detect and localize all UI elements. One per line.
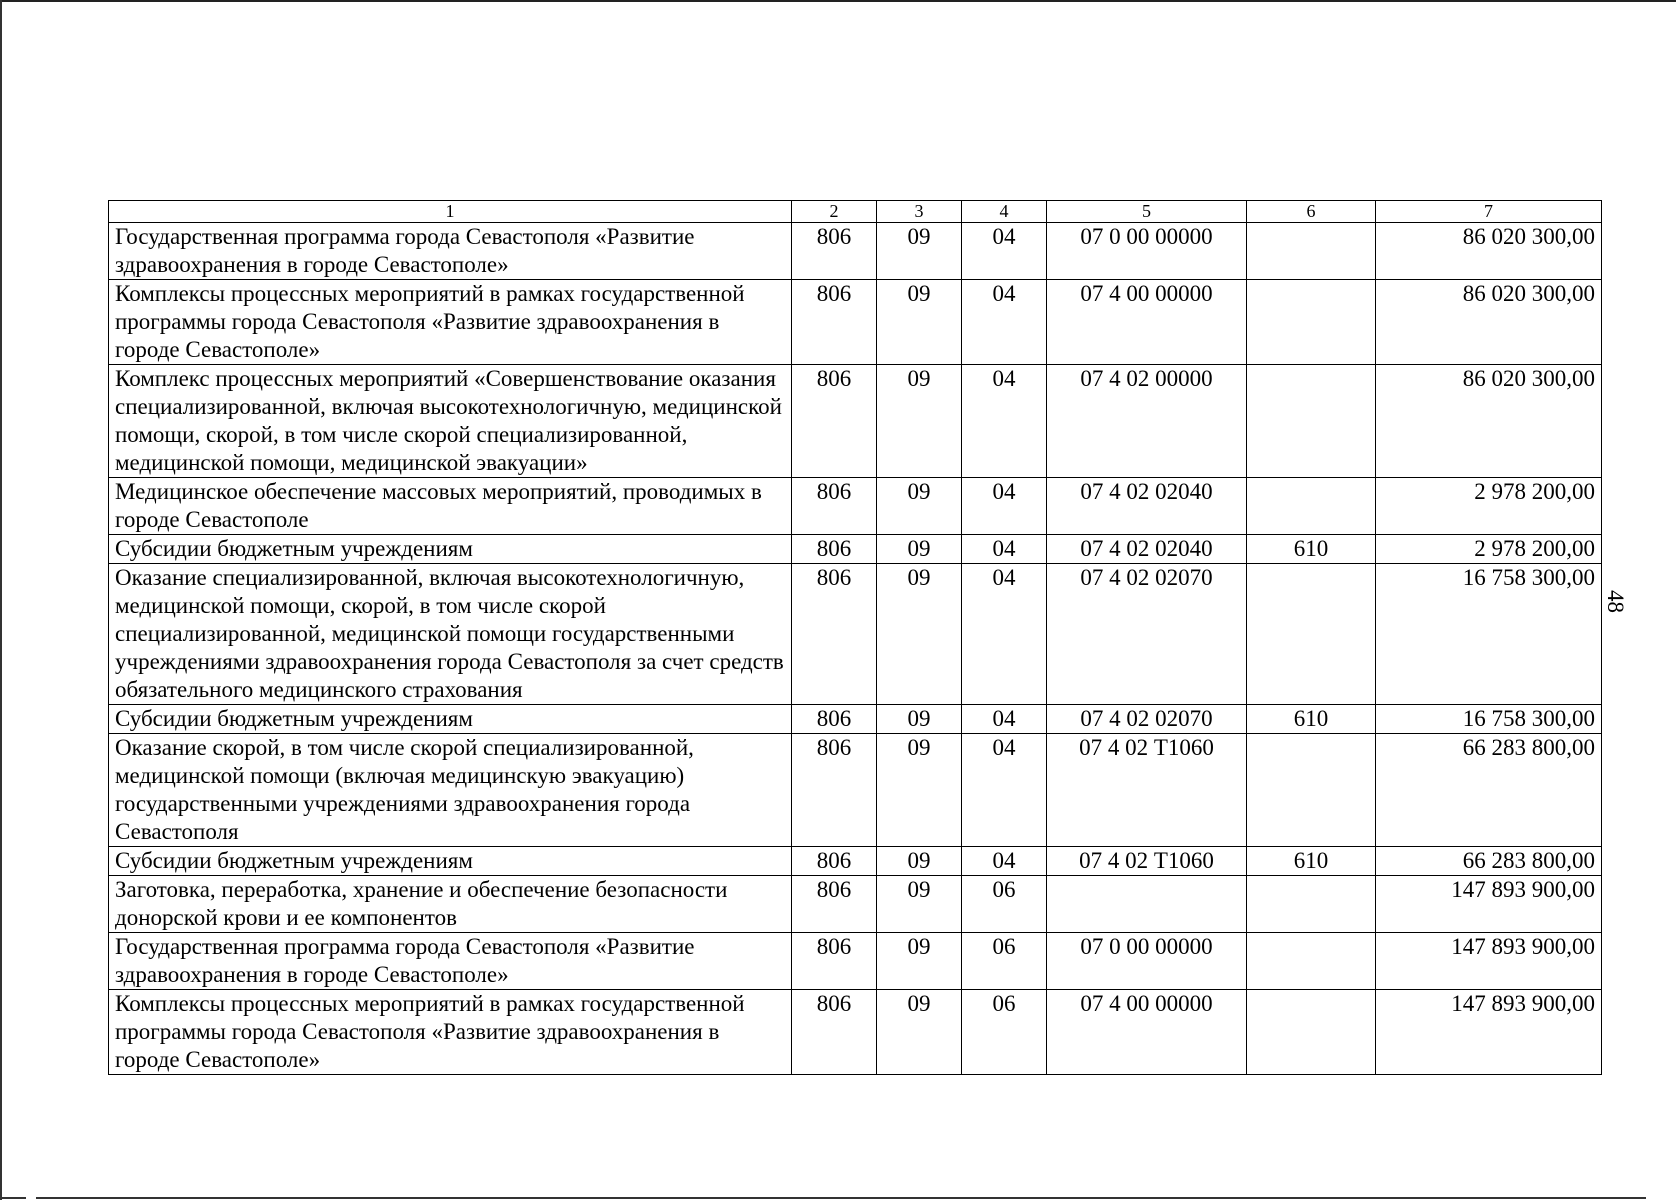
table-row: [109, 847, 1602, 876]
row-col-2: 806: [792, 365, 877, 478]
table-row: [109, 990, 1602, 1075]
row-col-5: 07 4 00 00000: [1047, 280, 1247, 365]
row-col-3: 09: [877, 734, 962, 847]
row-col-5: 07 4 02 02040: [1047, 478, 1247, 535]
row-col-3: 09: [877, 478, 962, 535]
row-col-3: 09: [877, 365, 962, 478]
row-col-4: 06: [962, 990, 1047, 1075]
row-col-2: 806: [792, 705, 877, 734]
row-col-3: 09: [877, 933, 962, 990]
row-col-4: 06: [962, 876, 1047, 933]
table-row: [109, 876, 1602, 933]
row-col-5: 07 4 02 Т1060: [1047, 734, 1247, 847]
row-amount: 147 893 900,00: [1376, 933, 1602, 990]
scan-border-left: [0, 0, 2, 1200]
row-name: Государственная программа города Севастополя «Развитие здравоохранения в городе Севастополе»: [109, 933, 792, 990]
table-row: [109, 705, 1602, 734]
row-amount: 2 978 200,00: [1376, 478, 1602, 535]
row-col-2: 806: [792, 280, 877, 365]
row-name: Комплексы процессных мероприятий в рамках государственной программы города Севастополя «Развитие здравоохранения в городе Севастополе»: [109, 990, 792, 1075]
row-col-3: 09: [877, 280, 962, 365]
table-row: [109, 280, 1602, 365]
row-col-3: 09: [877, 876, 962, 933]
row-col-2: 806: [792, 990, 877, 1075]
row-col-6: [1247, 734, 1376, 847]
row-col-6: [1247, 876, 1376, 933]
row-name: Субсидии бюджетным учреждениям: [109, 847, 792, 876]
row-col-4: 04: [962, 734, 1047, 847]
table-header-row: [109, 201, 1602, 223]
row-col-5: [1047, 876, 1247, 933]
header-col-3: 3: [877, 201, 962, 223]
row-name: Оказание скорой, в том числе скорой специализированной, медицинской помощи (включая медицинскую эвакуацию) государственными учреждениями здравоохранения города Севастополя: [109, 734, 792, 847]
row-col-4: 06: [962, 933, 1047, 990]
row-col-2: 806: [792, 847, 877, 876]
row-name: Государственная программа города Севастополя «Развитие здравоохранения в городе Севастополе»: [109, 223, 792, 280]
row-col-5: 07 0 00 00000: [1047, 223, 1247, 280]
row-amount: 86 020 300,00: [1376, 365, 1602, 478]
row-name: Субсидии бюджетным учреждениям: [109, 535, 792, 564]
row-col-6: [1247, 280, 1376, 365]
row-name: Заготовка, переработка, хранение и обеспечение безопасности донорской крови и ее компонентов: [109, 876, 792, 933]
row-amount: 16 758 300,00: [1376, 564, 1602, 705]
row-col-4: 04: [962, 280, 1047, 365]
row-col-6: 610: [1247, 535, 1376, 564]
row-col-2: 806: [792, 564, 877, 705]
table-row: [109, 564, 1602, 705]
row-col-2: 806: [792, 876, 877, 933]
row-amount: 16 758 300,00: [1376, 705, 1602, 734]
row-col-3: 09: [877, 223, 962, 280]
header-col-1: 1: [109, 201, 792, 223]
row-col-3: 09: [877, 564, 962, 705]
row-name: Комплексы процессных мероприятий в рамках государственной программы города Севастополя «Развитие здравоохранения в городе Севастополе»: [109, 280, 792, 365]
row-col-2: 806: [792, 734, 877, 847]
row-name: Медицинское обеспечение массовых мероприятий, проводимых в городе Севастополе: [109, 478, 792, 535]
row-amount: 66 283 800,00: [1376, 734, 1602, 847]
header-col-4: 4: [962, 201, 1047, 223]
row-col-4: 04: [962, 535, 1047, 564]
row-amount: 86 020 300,00: [1376, 223, 1602, 280]
row-col-6: [1247, 564, 1376, 705]
row-col-6: [1247, 365, 1376, 478]
row-col-2: 806: [792, 933, 877, 990]
row-col-2: 806: [792, 223, 877, 280]
scan-line-bottom-short: [0, 1197, 26, 1199]
row-col-4: 04: [962, 365, 1047, 478]
row-col-6: 610: [1247, 847, 1376, 876]
table-row: [109, 734, 1602, 847]
table-row: [109, 535, 1602, 564]
header-col-6: 6: [1247, 201, 1376, 223]
row-amount: 66 283 800,00: [1376, 847, 1602, 876]
row-name: Оказание специализированной, включая высокотехнологичную, медицинской помощи, скорой, в том числе скорой специализированной, медицинской помощи государственными учреждениями здравоохранения города Севастополя за счет средств обязательного медицинского страхования: [109, 564, 792, 705]
table-row: [109, 223, 1602, 280]
row-col-2: 806: [792, 535, 877, 564]
row-col-3: 09: [877, 535, 962, 564]
row-col-3: 09: [877, 847, 962, 876]
row-col-3: 09: [877, 705, 962, 734]
row-col-2: 806: [792, 478, 877, 535]
row-amount: 147 893 900,00: [1376, 990, 1602, 1075]
row-col-6: [1247, 990, 1376, 1075]
row-col-5: 07 4 02 02070: [1047, 564, 1247, 705]
header-col-2: 2: [792, 201, 877, 223]
row-col-4: 04: [962, 705, 1047, 734]
scan-line-bottom: [36, 1197, 1646, 1199]
row-col-6: 610: [1247, 705, 1376, 734]
row-col-6: [1247, 223, 1376, 280]
row-amount: 2 978 200,00: [1376, 535, 1602, 564]
row-col-5: 07 4 02 Т1060: [1047, 847, 1247, 876]
row-col-4: 04: [962, 223, 1047, 280]
row-col-6: [1247, 933, 1376, 990]
scan-border-top: [0, 0, 1676, 2]
header-col-5: 5: [1047, 201, 1247, 223]
row-col-5: 07 4 02 02070: [1047, 705, 1247, 734]
budget-table: [108, 200, 1602, 1075]
row-amount: 147 893 900,00: [1376, 876, 1602, 933]
row-col-5: 07 0 00 00000: [1047, 933, 1247, 990]
row-col-4: 04: [962, 847, 1047, 876]
table-row: [109, 933, 1602, 990]
page-number: 48: [1603, 590, 1628, 613]
row-amount: 86 020 300,00: [1376, 280, 1602, 365]
table-row: [109, 365, 1602, 478]
row-col-3: 09: [877, 990, 962, 1075]
row-col-6: [1247, 478, 1376, 535]
row-col-5: 07 4 02 02040: [1047, 535, 1247, 564]
row-col-4: 04: [962, 564, 1047, 705]
table-row: [109, 478, 1602, 535]
row-col-4: 04: [962, 478, 1047, 535]
row-col-5: 07 4 00 00000: [1047, 990, 1247, 1075]
row-name: Комплекс процессных мероприятий «Совершенствование оказания специализированной, включая высокотехнологичную, медицинской помощи, скорой, в том числе скорой специализированной, медицинской помощи, медицинской эвакуации»: [109, 365, 792, 478]
header-col-7: 7: [1376, 201, 1602, 223]
row-name: Субсидии бюджетным учреждениям: [109, 705, 792, 734]
row-col-5: 07 4 02 00000: [1047, 365, 1247, 478]
